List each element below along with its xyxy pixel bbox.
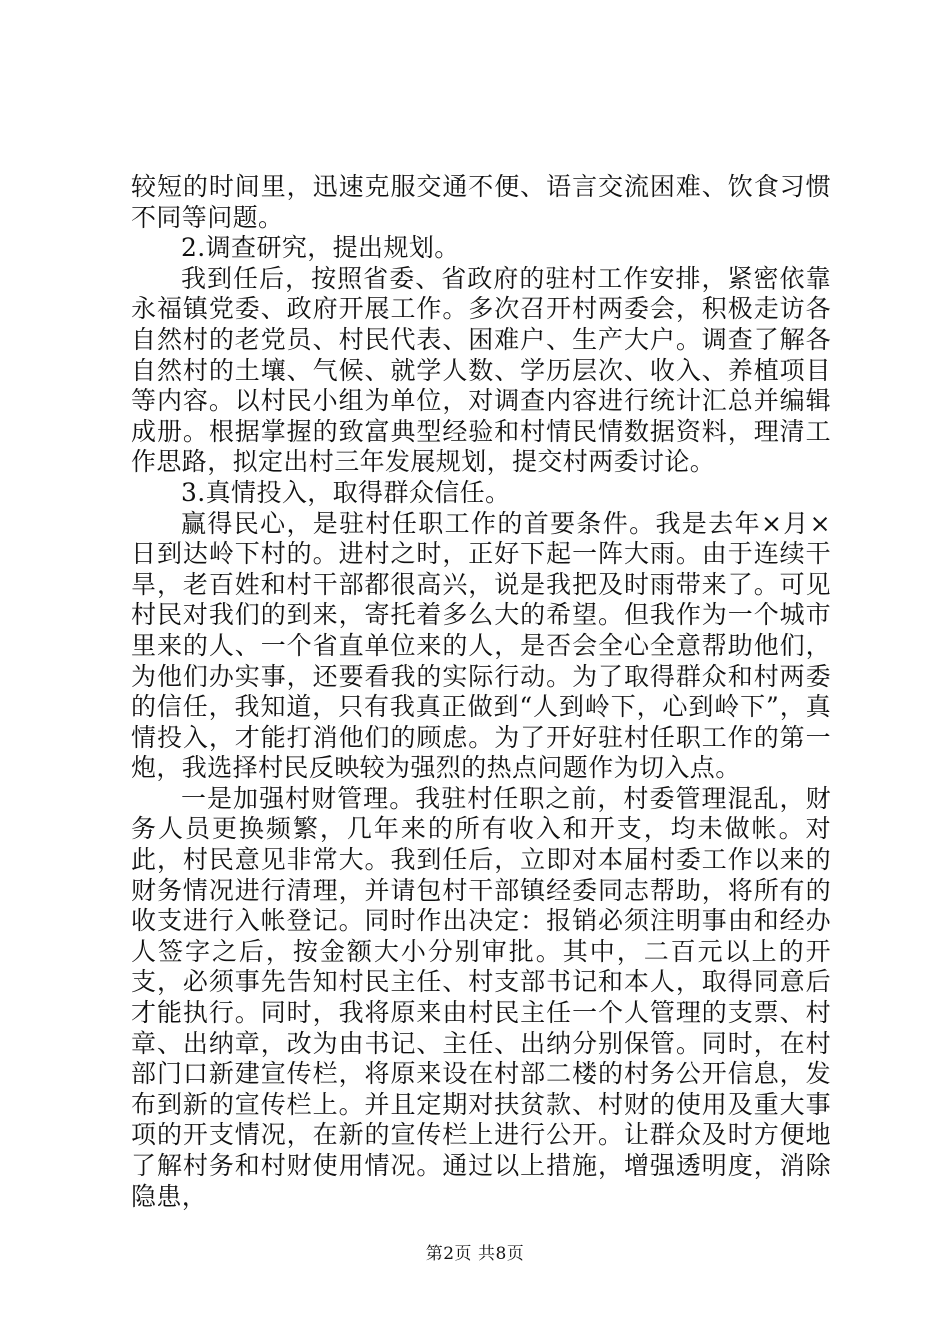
- section-heading-2: 2.调查研究，提出规划。: [181, 233, 460, 263]
- paragraph-winning-trust: 赢得民心，是驻村任职工作的首要条件。我是去年×月×日到达岭下村的。进村之时，正好下起一阵大雨。由于连续干旱，老百姓和村干部都很高兴，说是我把及时雨带来了。可见村民对我们的到来，寄托着多么大的希望。但我作为一个城市里来的人、一个省直单位来的人，是否会全心全意帮助他们，为他们办实事，还要看我的实际行动。为了取得群众和村两委的信任，我知道，只有我真正做到“人到岭下，心到岭下”，真情投入，才能打消他们的顾虑。为了开好驻村任职工作的第一炮，我选择村民反映较为强烈的热点问题作为切入点。: [131, 508, 831, 783]
- paragraph-survey-planning: 我到任后，按照省委、省政府的驻村工作安排，紧密依靠永福镇党委、政府开展工作。多次召开村两委会，积极走访各自然村的老党员、村民代表、困难户、生产大户。调查了解各自然村的土壤、气候、就学人数、学历层次、收入、养植项目等内容。以村民小组为单位，对调查内容进行统计汇总并编辑成册。根据掌握的致富典型经验和村情民情数据资料，理清工作思路，拟定出村三年发展规划，提交村两委讨论。: [131, 263, 831, 477]
- paragraph-finance-management: 一是加强村财管理。我驻村任职之前，村委管理混乱，财务人员更换频繁，几年来的所有收入和开支，均未做帐。对此，村民意见非常大。我到任后，立即对本届村委工作以来的财务情况进行清理，并请包村干部镇经委同志帮助，将所有的收支进行入帐登记。同时作出决定：报销必须注明事由和经办人签字之后，按金额大小分别审批。其中，二百元以上的开支，必须事先告知村民主任、村支部书记和本人，取得同意后才能执行。同时，我将原来由村民主任一个人管理的支票、村章、出纳章，改为由书记、主任、出纳分别保管。同时，在村部门口新建宣传栏，将原来设在村部二楼的村务公开信息，发布到新的宣传栏上。并且定期对扶贫款、村财的使用及重大事项的开支情况，在新的宣传栏上进行公开。让群众及时方便地了解村务和村财使用情况。通过以上措施，增强透明度，消除隐患，: [131, 783, 831, 1211]
- section-heading-3: 3.真情投入，取得群众信任。: [181, 477, 511, 507]
- paragraph-continuation: 较短的时间里，迅速克服交通不便、语言交流困难、饮食习惯不同等问题。: [131, 172, 831, 232]
- document-body: [131, 172, 831, 1212]
- page-number-footer: 第2页 共8页: [425, 1244, 525, 1264]
